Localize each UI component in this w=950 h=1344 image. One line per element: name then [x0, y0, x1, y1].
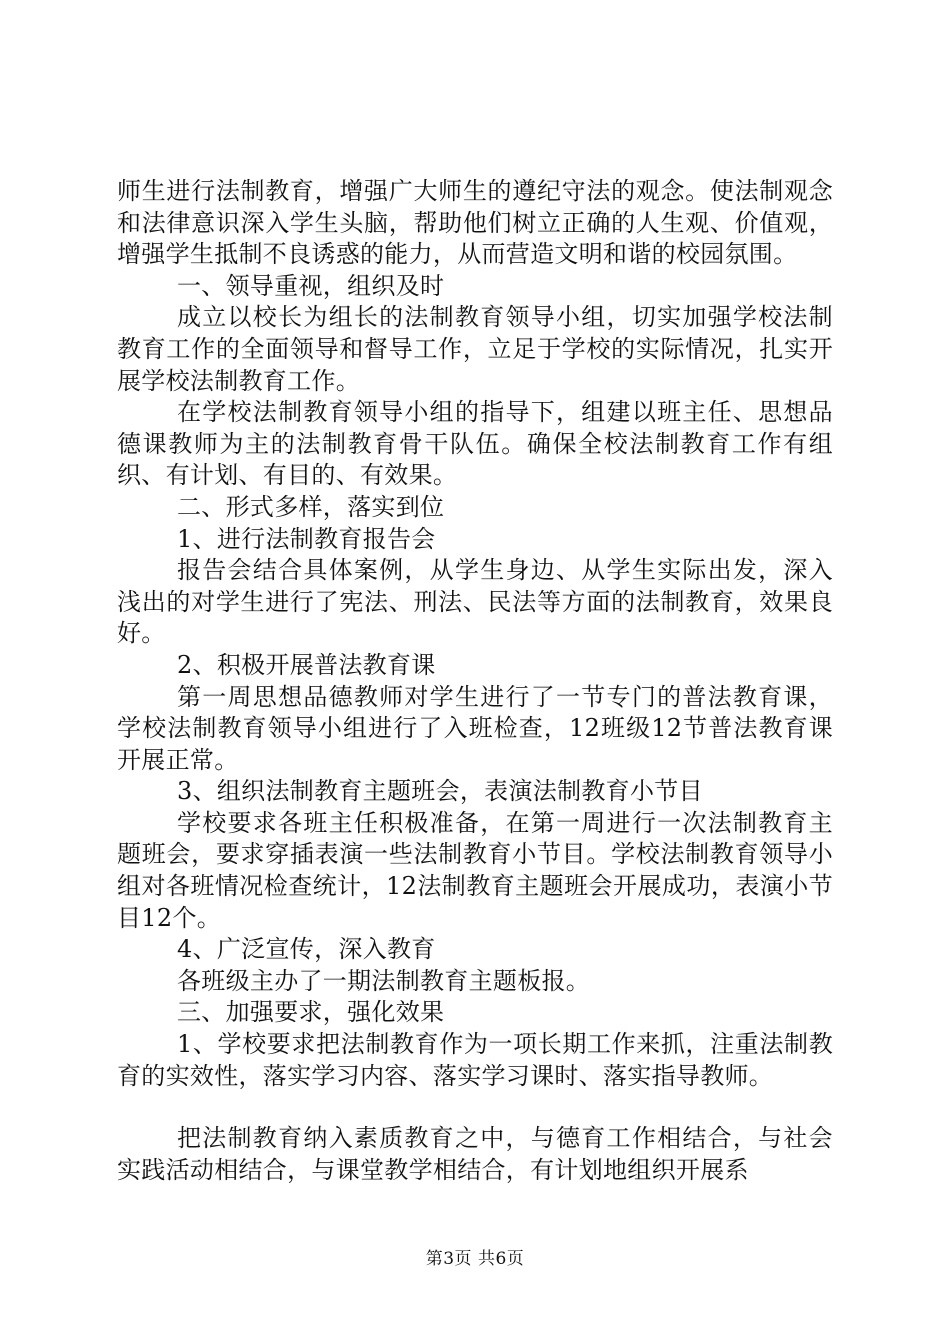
paragraph: 报告会结合具体案例，从学生身边、从学生实际出发，深入浅出的对学生进行了宪法、刑法、民法等方面的法制教育，效果良好。 — [117, 556, 833, 648]
document-body — [117, 176, 833, 1186]
paragraph: 学校要求各班主任积极准备，在第一周进行一次法制教育主题班会，要求穿插表演一些法制教育小节目。学校法制教育领导小组对各班情况检查统计，12法制教育主题班会开展成功，表演小节目12个。 — [117, 808, 833, 932]
paragraph: 在学校法制教育领导小组的指导下，组建以班主任、思想品德课教师为主的法制教育骨干队伍。确保全校法制教育工作有组织、有计划、有目的、有效果。 — [117, 398, 833, 490]
section-heading-1: 一、领导重视，组织及时 — [177, 271, 445, 300]
paragraph: 把法制教育纳入素质教育之中，与德育工作相结合，与社会实践活动相结合，与课堂教学相结合，有计划地组织开展系 — [117, 1124, 833, 1184]
paragraph-continuation: 师生进行法制教育，增强广大师生的遵纪守法的观念。使法制观念和法律意识深入学生头脑，帮助他们树立正确的人生观、价值观，增强学生抵制不良诱惑的能力，从而营造文明和谐的校园氛围。 — [117, 177, 833, 269]
paragraph: 1、学校要求把法制教育作为一项长期工作来抓，注重法制教育的实效性，落实学习内容、落实学习课时、落实指导教师。 — [117, 1030, 833, 1090]
paragraph: 第一周思想品德教师对学生进行了一节专门的普法教育课，学校法制教育领导小组进行了入班检查，12班级12节普法教育课开展正常。 — [117, 682, 833, 774]
paragraph: 成立以校长为组长的法制教育领导小组，切实加强学校法制教育工作的全面领导和督导工作，立足于学校的实际情况，扎实开展学校法制教育工作。 — [117, 303, 833, 395]
section-heading-2: 二、形式多样，落实到位 — [177, 492, 445, 521]
subheading: 1、进行法制教育报告会 — [177, 524, 436, 553]
subheading: 2、积极开展普法教育课 — [177, 650, 436, 679]
section-heading-3: 三、加强要求，强化效果 — [177, 998, 445, 1027]
subheading: 4、广泛宣传，深入教育 — [177, 935, 436, 964]
paragraph: 各班级主办了一期法制教育主题板报。 — [177, 966, 591, 995]
page-number-footer: 第3页 共6页 — [425, 1249, 525, 1269]
subheading: 3、组织法制教育主题班会，表演法制教育小节目 — [177, 777, 703, 806]
